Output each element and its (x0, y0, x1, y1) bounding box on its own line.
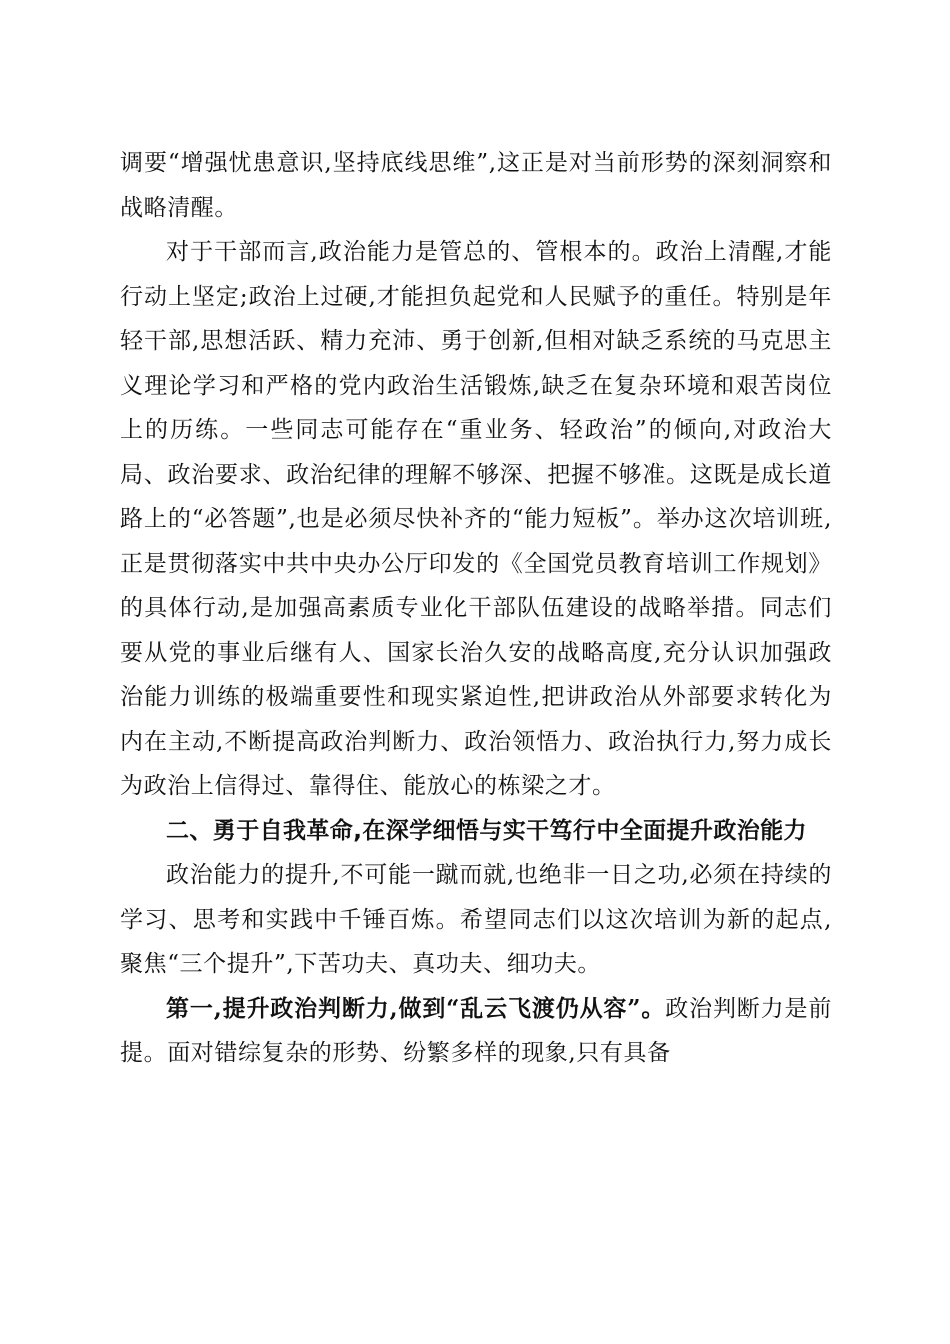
document-page (120, 141, 832, 1076)
paragraph-political-ability: 对于干部而言,政治能力是管总的、管根本的。政治上清醒,才能行动上坚定;政治上过硬,才能担负起党和人民赋予的重任。特别是年轻干部,思想活跃、精力充沛、勇于创新,但相对缺乏系统的马克思主义理论学习和严格的党内政治生活锻炼,缺乏在复杂环境和艰苦岗位上的历练。一些同志可能存在“重业务、轻政治”的倾向,对政治大局、政治要求、政治纪律的理解不够深、把握不够准。这既是成长道路上的“必答题”,也是必须尽快补齐的“能力短板”。举办这次培训班,正是贯彻落实中共中央办公厅印发的《全国党员教育培训工作规划》的具体行动,是加强高素质专业化干部队伍建设的战略举措。同志们要从党的事业后继有人、国家长治久安的战略高度,充分认识加强政治能力训练的极端重要性和现实紧迫性,把讲政治从外部要求转化为内在主动,不断提高政治判断力、政治领悟力、政治执行力,努力成长为政治上信得过、靠得住、能放心的栋梁之才。 (120, 239, 832, 799)
paragraph-judgment (120, 987, 832, 1076)
paragraph-improvement: 政治能力的提升,不可能一蹴而就,也绝非一日之功,必须在持续的学习、思考和实践中千锤百炼。希望同志们以这次培训为新的起点,聚焦“三个提升”,下苦功夫、真功夫、细功夫。 (120, 862, 832, 977)
paragraph-judgment-body: 政治判断力是前提。面对错综复杂的形势、纷繁多样的现象,只有具备 (120, 995, 832, 1066)
section-heading: 二、勇于自我革命,在深学细悟与实干笃行中全面提升政治能力 (166, 817, 807, 844)
paragraph-judgment-lead: 第一,提升政治判断力,做到“乱云飞渡仍从容”。 (166, 994, 666, 1022)
paragraph-continued: 调要“增强忧患意识,坚持底线思维”,这正是对当前形势的深刻洞察和战略清醒。 (120, 150, 832, 221)
